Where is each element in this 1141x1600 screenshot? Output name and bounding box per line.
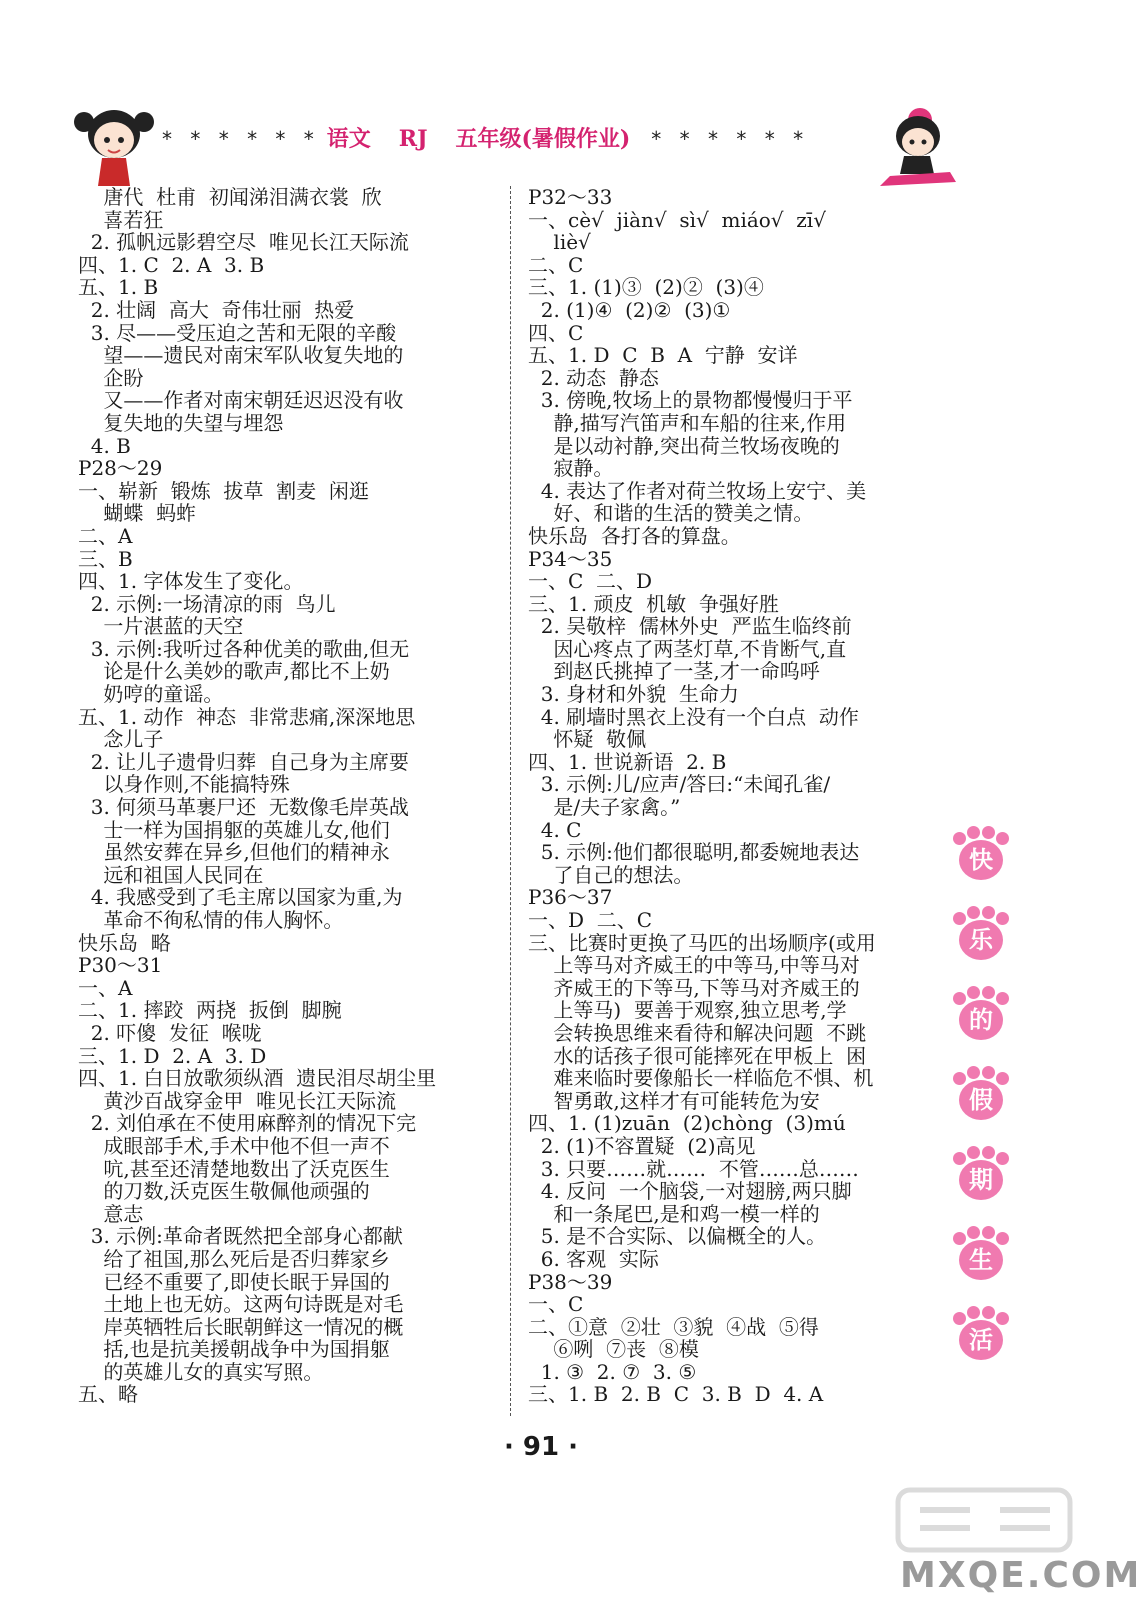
- right-answer-line: 四、1. 世说新语 2. B: [528, 749, 727, 774]
- left-answer-line: 二、A: [78, 523, 133, 548]
- left-answer-line: 五、1. B: [78, 275, 159, 300]
- right-answer-line: 静,描写汽笛声和车船的往来,作用: [528, 410, 847, 435]
- right-answer-line: 智勇敢,这样才有可能转危为安: [528, 1088, 820, 1113]
- paw-print-icon: [953, 1306, 1009, 1364]
- left-answer-line: 意志: [78, 1201, 144, 1226]
- right-answer-line: 1. ③ 2. ⑦ 3. ⑤: [528, 1359, 697, 1384]
- right-answer-line: 寂静。: [528, 456, 614, 481]
- right-answer-line: 五、1. D C B A 宁静 安详: [528, 343, 798, 368]
- side-banner-char: 活: [969, 1326, 993, 1354]
- left-answer-line: 论是什么美妙的歌声,都比不上奶: [78, 659, 390, 684]
- right-answer-line: 二、①意 ②壮 ③貌 ④战 ⑤得: [528, 1314, 819, 1339]
- left-answer-line: 士一样为国捐躯的英雄儿女,他们: [78, 817, 390, 842]
- right-answer-line: 4. 反问 一个脑袋,一对翅膀,两只脚: [528, 1179, 852, 1204]
- side-banner-char: 期: [969, 1166, 993, 1194]
- right-answer-line: 三、1. 顽皮 机敏 争强好胜: [528, 591, 779, 616]
- right-answer-line: 4. 表达了作者对荷兰牧场上安宁、美: [528, 478, 867, 503]
- right-answer-line: 四、1. (1)zuān (2)chòng (3)mú: [528, 1111, 846, 1136]
- right-answer-line: 一、cè√ jiàn√ sì√ miáo√ zī√: [528, 207, 826, 232]
- right-answer-line: 快乐岛 各打各的算盘。: [528, 523, 741, 548]
- left-answer-line: 一、崭新 锻炼 拔草 割麦 闲逛: [78, 478, 369, 503]
- right-answer-line: 难来临时要像船长一样临危不惧、机: [528, 1066, 874, 1091]
- answer-column-right: [528, 186, 928, 1406]
- header-title-bar: [162, 122, 862, 153]
- left-answer-line: 三、B: [78, 546, 133, 571]
- header-stars-left: * * * * * *: [162, 127, 320, 151]
- right-answer-line: 3. 身材和外貌 生命力: [528, 682, 739, 707]
- side-banner: [945, 826, 1015, 1386]
- left-answer-line: 3. 何须马革裹尸还 无数像毛岸英战: [78, 795, 409, 820]
- left-answer-line: 远和祖国人民同在: [78, 862, 264, 887]
- left-answer-line: 念儿子: [78, 727, 164, 752]
- left-answer-line: 2. 示例:一场清凉的雨 鸟儿: [78, 591, 336, 616]
- right-answer-line: 齐威王的下等马,下等马对齐威王的: [528, 975, 860, 1000]
- left-answer-line: 2. 孤帆远影碧空尽 唯见长江天际流: [78, 230, 409, 255]
- left-answer-line: 2. 吓傻 发征 喉咙: [78, 1020, 262, 1045]
- right-answer-line: P34～35: [528, 546, 613, 571]
- left-answer-line: P30～31: [78, 953, 163, 978]
- left-answer-line: 吭,甚至还清楚地数出了沃克医生: [78, 1156, 390, 1181]
- right-answer-line: 四、C: [528, 320, 584, 345]
- right-answer-line: 3. 示例:儿/应声/答曰:“未闻孔雀/: [528, 772, 831, 797]
- left-answer-line: 3. 示例:我听过各种优美的歌曲,但无: [78, 636, 410, 661]
- right-answer-line: 6. 客观 实际: [528, 1246, 659, 1271]
- right-answer-line: 会转换思维来看待和解决问题 不跳: [528, 1020, 867, 1045]
- right-answer-line: 2. 吴敬梓 儒林外史 严监生临终前: [528, 614, 852, 639]
- left-answer-line: P28～29: [78, 456, 163, 481]
- paw-print-icon: [953, 986, 1009, 1044]
- left-answer-line: 岸英牺牲后长眠朝鲜这一情况的概: [78, 1314, 404, 1339]
- paw-print-icon: [953, 1146, 1009, 1204]
- column-divider: [510, 186, 511, 1416]
- right-answer-line: 一、C: [528, 1292, 584, 1317]
- right-answer-line: 一、D 二、C: [528, 908, 653, 932]
- watermark-text: MXQE.COM: [900, 1555, 1141, 1596]
- left-answer-line: 给了祖国,那么死后是否归葬家乡: [78, 1246, 390, 1271]
- side-banner-char: 的: [969, 1006, 993, 1034]
- left-answer-line: 四、1. C 2. A 3. B: [78, 252, 265, 277]
- left-answer-line: 3. 示例:革命者既然把全部身心都献: [78, 1224, 403, 1249]
- left-answer-line: 成眼部手术,手术中他不但一声不: [78, 1133, 390, 1158]
- cartoon-girl-right-icon: [860, 102, 970, 192]
- right-answer-line: 4. C: [528, 817, 582, 842]
- page-header: [70, 92, 870, 192]
- right-answer-line: P38～39: [528, 1269, 613, 1294]
- header-stars-right: * * * * * *: [651, 127, 810, 151]
- left-answer-line: 以身作则,不能搞特殊: [78, 772, 290, 797]
- right-answer-line: 2. 动态 静态: [528, 365, 659, 390]
- page-number: · 91 ·: [503, 1432, 579, 1462]
- side-banner-char: 生: [969, 1246, 993, 1274]
- left-answer-line: 的英雄儿女的真实写照。: [78, 1359, 324, 1384]
- left-answer-line: 快乐岛 略: [78, 930, 171, 955]
- right-answer-line: 2. (1)④ (2)② (3)①: [528, 297, 731, 322]
- left-answer-line: 四、1. 字体发生了变化。: [78, 569, 304, 594]
- left-answer-line: 括,也是抗美援朝战争中为国捐躯: [78, 1337, 390, 1362]
- paw-print-icon: [953, 1226, 1009, 1284]
- left-answer-line: 一片湛蓝的天空: [78, 614, 244, 639]
- side-banner-char: 乐: [969, 926, 993, 954]
- left-answer-line: 二、1. 摔跤 两挠 扳倒 脚腕: [78, 998, 342, 1023]
- right-answer-line: P32～33: [528, 185, 613, 209]
- right-answer-line: 3. 只要……就…… 不管……总……: [528, 1156, 859, 1181]
- left-answer-line: 已经不重要了,即使长眠于异国的: [78, 1269, 390, 1294]
- right-answer-line: 三、1. B 2. B C 3. B D 4. A: [528, 1382, 824, 1407]
- right-answer-line: 3. 傍晚,牧场上的景物都慢慢归于平: [528, 388, 853, 413]
- answer-column-left: [78, 186, 496, 1406]
- left-answer-line: 五、1. 动作 神态 非常悲痛,深深地思: [78, 704, 416, 729]
- header-grade: 五年级(暑假作业): [455, 126, 631, 152]
- left-answer-line: 一、A: [78, 975, 133, 1000]
- right-answer-line: 好、和谐的生活的赞美之情。: [528, 501, 814, 526]
- left-answer-line: 蝴蝶 蚂蚱: [78, 501, 197, 526]
- right-answer-line: 怀疑 敬佩: [528, 727, 647, 752]
- side-banner-char: 快: [969, 846, 993, 874]
- right-answer-line: P36～37: [528, 885, 613, 910]
- right-answer-line: 5. 是不合实际、以偏概全的人。: [528, 1224, 827, 1249]
- left-answer-line: 唐代 杜甫 初闻涕泪满衣裳 欣: [78, 185, 382, 209]
- left-answer-line: 虽然安葬在异乡,但他们的精神永: [78, 840, 390, 865]
- left-answer-line: 奶哼的童谣。: [78, 682, 224, 707]
- right-answer-line: 2. (1)不容置疑 (2)高见: [528, 1133, 756, 1158]
- right-answer-line: 到赵氏挑掉了一茎,才一命呜呼: [528, 659, 820, 684]
- right-answer-line: 5. 示例:他们都很聪明,都委婉地表达: [528, 840, 860, 865]
- right-answer-line: 是以动衬静,突出荷兰牧场夜晚的: [528, 433, 840, 458]
- right-answer-line: 4. 刷墙时黑衣上没有一个白点 动作: [528, 704, 859, 729]
- left-answer-line: 望——遗民对南宋军队收复失地的: [78, 343, 404, 368]
- left-answer-line: 又——作者对南宋朝廷迟迟没有收: [78, 388, 404, 413]
- right-answer-line: 水的话孩子很可能摔死在甲板上 困: [528, 1043, 867, 1068]
- right-answer-line: ⑥咧 ⑦丧 ⑧模: [528, 1337, 699, 1362]
- left-answer-line: 2. 刘伯承在不使用麻醉剂的情况下完: [78, 1111, 417, 1136]
- left-answer-line: 4. B: [78, 433, 131, 458]
- left-answer-line: 2. 壮阔 高大 奇伟壮丽 热爱: [78, 297, 355, 322]
- right-answer-line: 因心疼点了两茎灯草,不肯断气,直: [528, 636, 847, 661]
- right-answer-line: liè√: [528, 230, 591, 255]
- right-answer-line: 三、1. (1)③ (2)② (3)④: [528, 275, 764, 300]
- left-answer-line: 4. 我感受到了毛主席以国家为重,为: [78, 885, 403, 910]
- left-answer-line: 的刀数,沃克医生敬佩他顽强的: [78, 1179, 370, 1204]
- left-answer-line: 五、略: [78, 1382, 138, 1407]
- left-answer-line: 土地上也无妨。这两句诗既是对毛: [78, 1292, 404, 1317]
- left-answer-line: 复失地的失望与埋怨: [78, 410, 284, 435]
- right-answer-line: 上等马对齐威王的中等马,中等马对: [528, 953, 860, 978]
- left-answer-line: 喜若狂: [78, 207, 164, 232]
- header-edition: RJ: [398, 126, 428, 152]
- left-answer-line: 黄沙百战穿金甲 唯见长江天际流: [78, 1088, 397, 1113]
- left-answer-line: 企盼: [78, 365, 144, 390]
- left-answer-line: 四、1. 白日放歌须纵酒 遗民泪尽胡尘里: [78, 1066, 437, 1091]
- paw-print-icon: [953, 826, 1009, 884]
- left-answer-line: 2. 让儿子遗骨归葬 自己身为主席要: [78, 749, 409, 774]
- right-answer-line: 上等马) 要善于观察,独立思考,学: [528, 998, 847, 1023]
- header-subject: 语文: [326, 126, 371, 152]
- left-answer-line: 革命不徇私情的伟人胸怀。: [78, 908, 344, 932]
- left-answer-line: 三、1. D 2. A 3. D: [78, 1043, 267, 1068]
- left-answer-line: 3. 尽——受压迫之苦和无限的辛酸: [78, 320, 397, 345]
- paw-print-icon: [953, 906, 1009, 964]
- side-banner-char: 假: [969, 1086, 993, 1114]
- right-answer-line: 和一条尾巴,是和鸡一模一样的: [528, 1201, 820, 1226]
- right-answer-line: 一、C 二、D: [528, 569, 653, 594]
- cartoon-girl-left-icon: [70, 100, 150, 190]
- right-answer-line: 了自己的想法。: [528, 862, 694, 887]
- right-answer-line: 三、比赛时更换了马匹的出场顺序(或用: [528, 930, 876, 955]
- right-answer-line: 二、C: [528, 252, 584, 277]
- paw-print-icon: [953, 1066, 1009, 1124]
- right-answer-line: 是/夫子家禽。”: [528, 795, 681, 820]
